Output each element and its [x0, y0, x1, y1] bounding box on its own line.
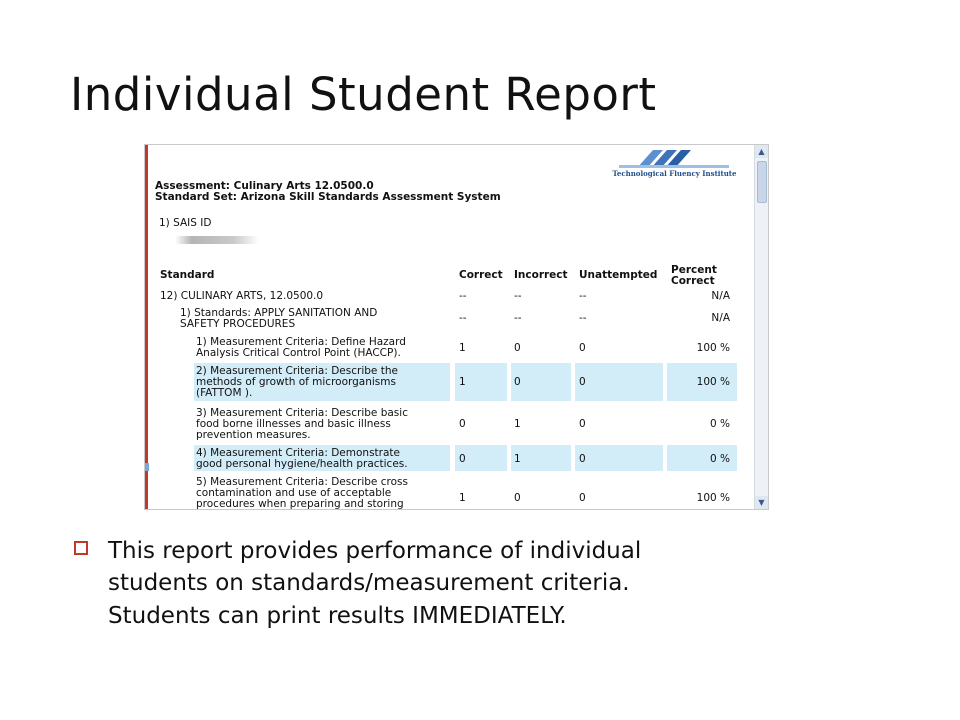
cell-incorrect: -- [514, 290, 522, 302]
table-row-label: SAFETY PROCEDURES [180, 318, 296, 330]
cell-correct: 1 [459, 492, 466, 504]
cell-incorrect: 1 [514, 418, 521, 430]
table-row-label: 12) CULINARY ARTS, 12.0500.0 [160, 290, 324, 302]
bullet-text-line: students on standards/measurement criteria. [108, 570, 630, 596]
header-unattempted: Unattempted [579, 269, 658, 281]
report-scrollbar[interactable] [754, 145, 768, 509]
cell-incorrect: -- [514, 312, 522, 324]
institute-logo [607, 148, 742, 180]
cell-correct: -- [459, 312, 467, 324]
header-percent-1: Percent [671, 264, 717, 276]
bullet-text-line: This report provides performance of individual [108, 538, 642, 564]
table-row-label: Analysis Critical Control Point (HACCP). [196, 347, 401, 359]
cell-incorrect: 0 [514, 342, 521, 354]
cell-unattempted: -- [579, 290, 587, 302]
header-correct: Correct [459, 269, 503, 281]
cell-correct: 0 [459, 453, 466, 465]
header-percent-2: Correct [671, 275, 715, 287]
cell-correct: 1 [459, 376, 466, 388]
cell-unattempted: 0 [579, 492, 586, 504]
bullet-square-icon [74, 541, 88, 555]
cell-percent: 0 % [710, 418, 730, 430]
table-row-label: 4) Measurement Criteria: Demonstrate [196, 447, 400, 459]
table-row-label: procedures when preparing and storing [196, 498, 404, 510]
header-standard: Standard [160, 269, 215, 281]
table-row-label: 5) Measurement Criteria: Describe cross [196, 476, 408, 488]
table-row-label: 3) Measurement Criteria: Describe basic [196, 407, 408, 419]
table-row-label: 2) Measurement Criteria: Describe the [196, 365, 398, 377]
cell-percent: N/A [711, 290, 730, 302]
cell-unattempted: 0 [579, 376, 586, 388]
assessment-title: Assessment: Culinary Arts 12.0500.0 [155, 180, 374, 192]
table-row-label: good personal hygiene/health practices. [196, 458, 408, 470]
table-row-label: 1) Standards: APPLY SANITATION AND [180, 307, 378, 319]
cell-percent: N/A [711, 312, 730, 324]
cell-percent: 100 % [696, 342, 730, 354]
table-row-label: food borne illnesses and basic illness [196, 418, 391, 430]
cell-unattempted: 0 [579, 342, 586, 354]
cell-percent: 0 % [710, 453, 730, 465]
cell-percent: 100 % [696, 376, 730, 388]
cell-unattempted: 0 [579, 418, 586, 430]
header-incorrect: Incorrect [514, 269, 568, 281]
report-edge-marker [145, 463, 149, 471]
table-row-label: methods of growth of microorganisms [196, 376, 396, 388]
cell-percent: 100 % [696, 492, 730, 504]
cell-incorrect: 1 [514, 453, 521, 465]
cell-unattempted: -- [579, 312, 587, 324]
report-screenshot [144, 144, 769, 510]
logo-stripes-icon [619, 148, 729, 168]
cell-correct: -- [459, 290, 467, 302]
cell-correct: 1 [459, 342, 466, 354]
standard-set-title: Standard Set: Arizona Skill Standards Assessment System [155, 191, 501, 203]
redacted-student-id [175, 236, 259, 244]
row-highlight [575, 363, 663, 401]
table-row-label: 1) Measurement Criteria: Define Hazard [196, 336, 406, 348]
report-left-edge [145, 145, 148, 509]
cell-incorrect: 0 [514, 492, 521, 504]
scroll-thumb[interactable] [757, 161, 767, 203]
cell-correct: 0 [459, 418, 466, 430]
cell-incorrect: 0 [514, 376, 521, 388]
cell-unattempted: 0 [579, 453, 586, 465]
table-row-label: (FATTOM ). [196, 387, 253, 399]
scroll-down-icon[interactable]: ▼ [755, 496, 768, 509]
student-id-label: 1) SAIS ID [159, 217, 212, 229]
table-row-label: contamination and use of acceptable [196, 487, 392, 499]
row-highlight [575, 445, 663, 471]
scroll-up-icon[interactable]: ▲ [755, 145, 768, 158]
bullet-text-line: Students can print results IMMEDIATELY. [108, 603, 567, 629]
slide-title: Individual Student Report [70, 68, 657, 121]
table-row-label: prevention measures. [196, 429, 311, 441]
logo-text: Technological Fluency Institute [612, 169, 737, 178]
